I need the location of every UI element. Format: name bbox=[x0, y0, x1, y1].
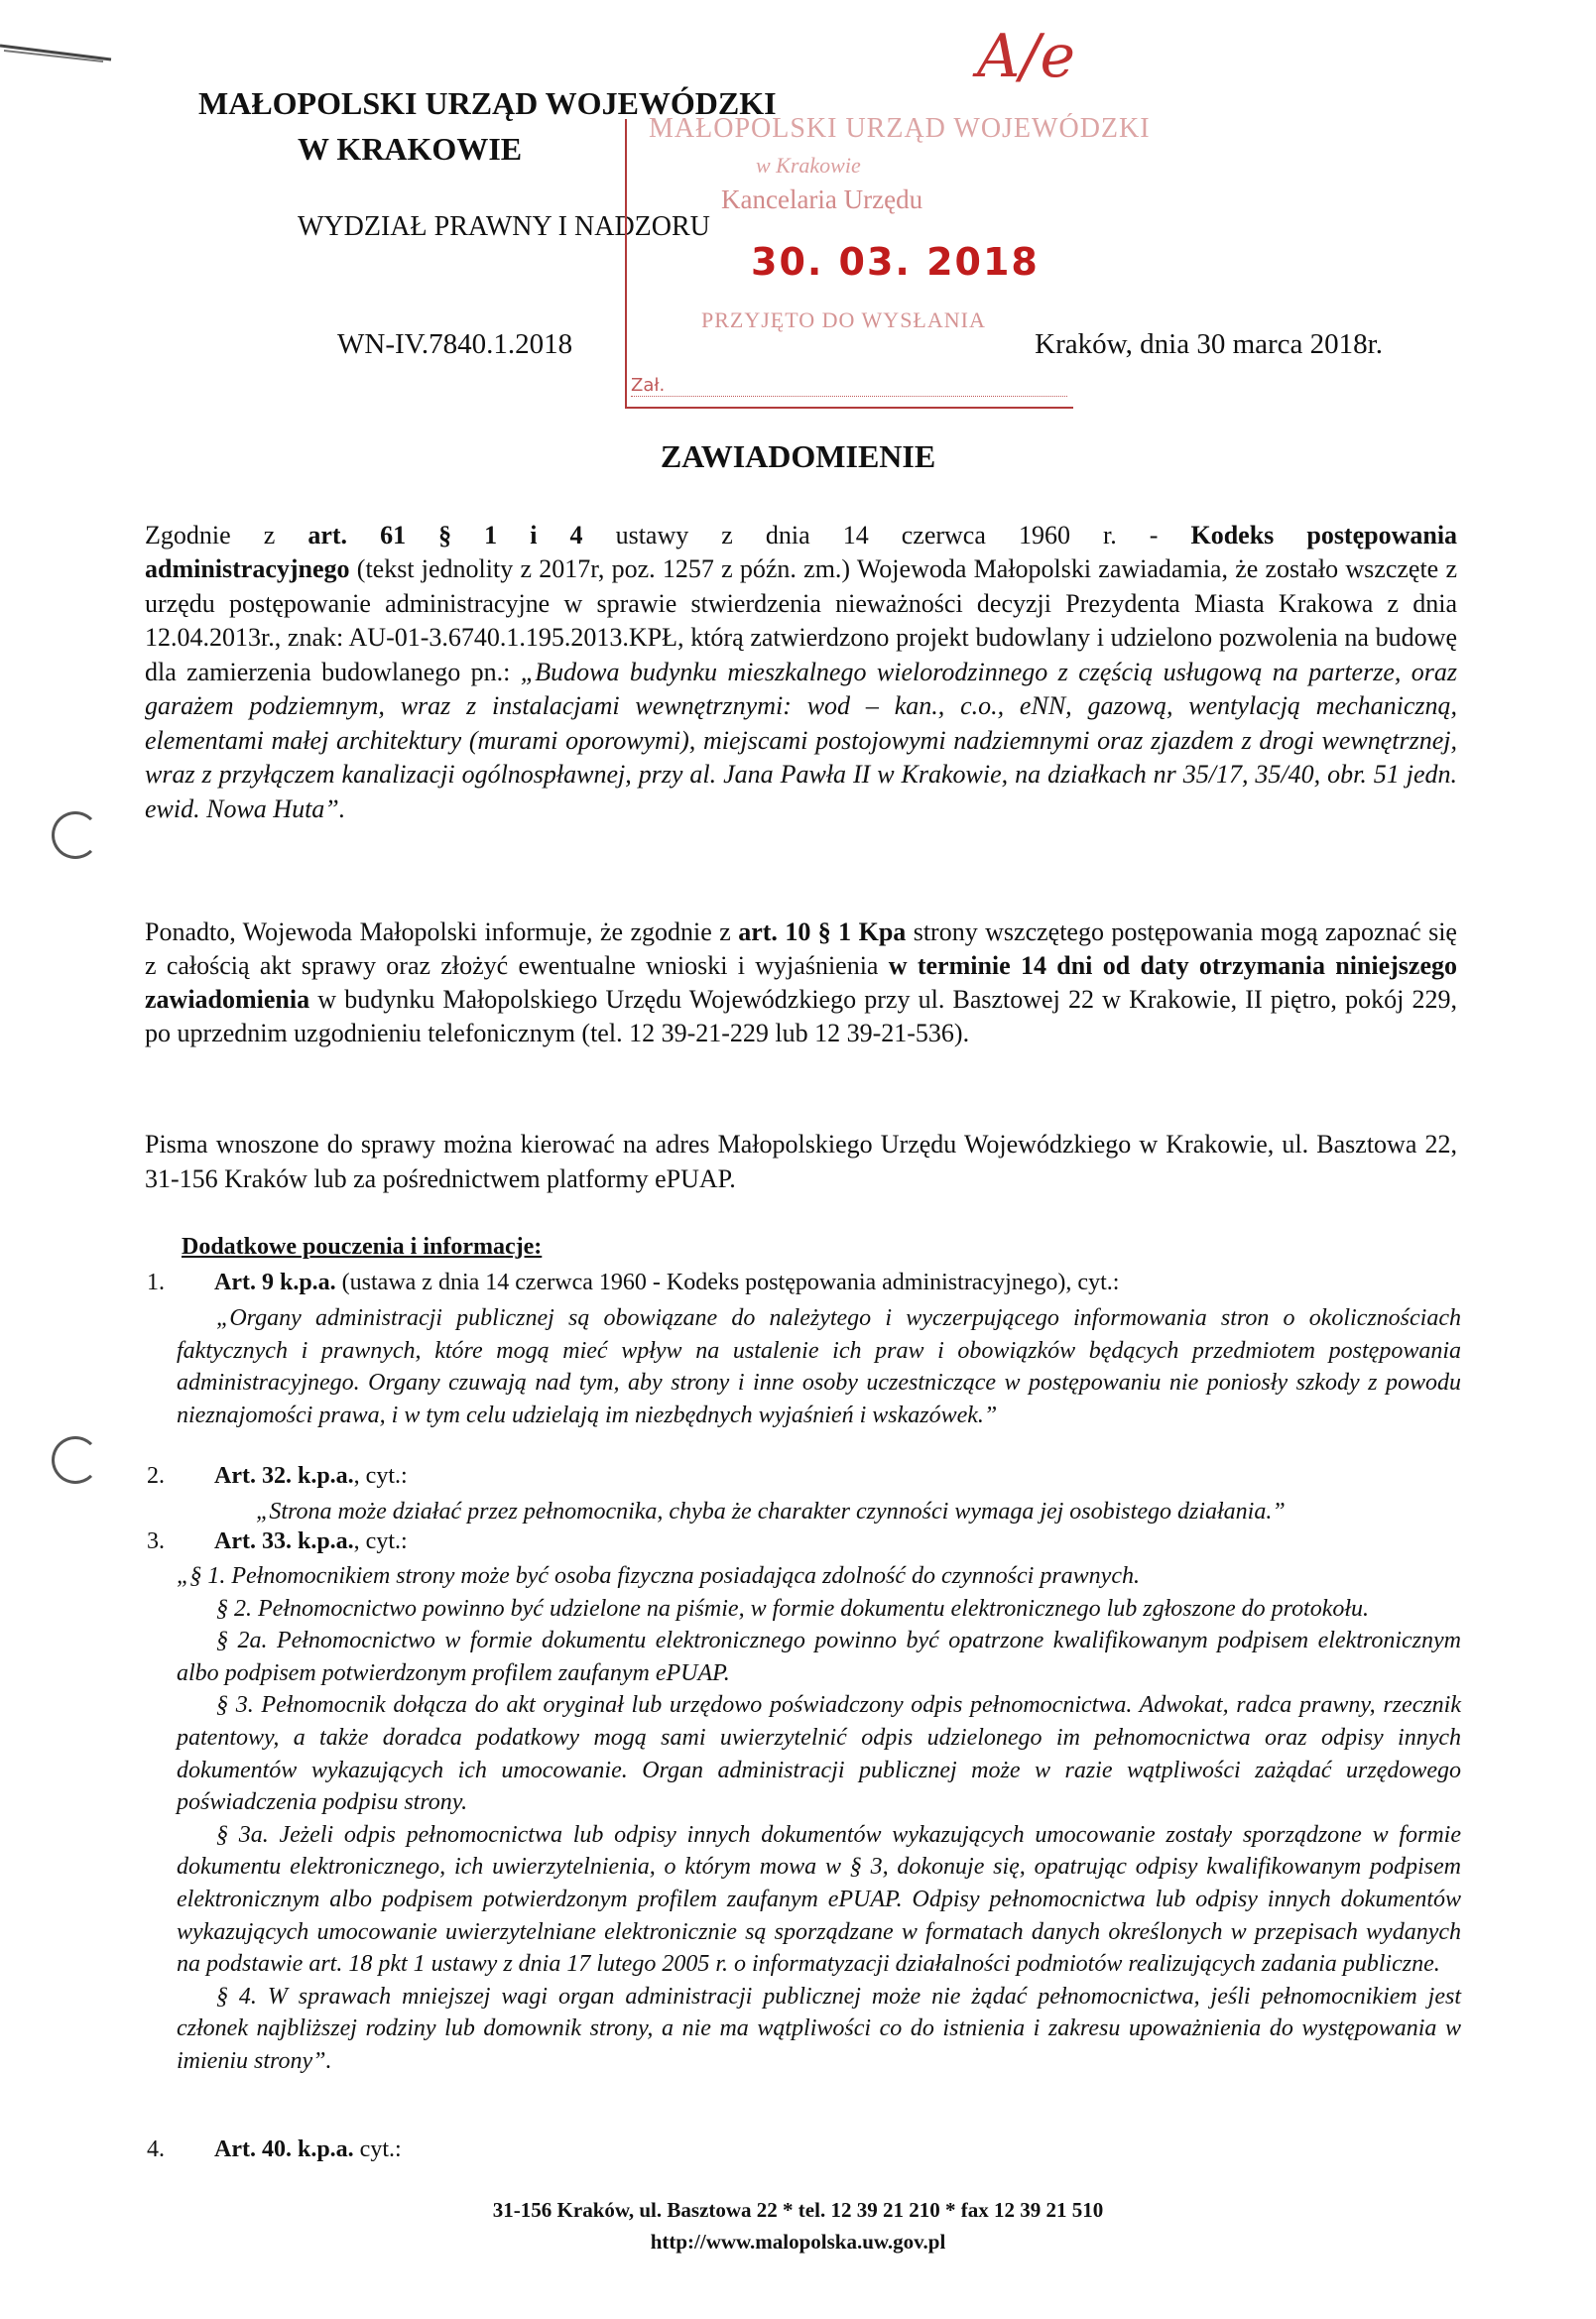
quote-paragraph: „§ 1. Pełnomocnikiem strony może być osoba fizyczna posiadająca zdolność do czynności prawnych. bbox=[177, 1563, 1140, 1589]
paragraph-rights bbox=[145, 915, 1457, 1050]
quote-paragraph: § 3a. Jeżeli odpis pełnomocnictwa lub odpisy innych dokumentów wykazujących umocowanie zostały sporządzone w formie dokumentu elektronicznego, ich uwierzytelnienia, o którym mowa w § 3, dokonuje się, opatrując odpisy kwalifikowanym podpisem elektronicznym albo podpisem potwierdzonym profilem zaufanym ePUAP. Odpisy pełnomocnictwa lub odpisy innych dokumentów wykazujących umocowanie uwierzytelniane elektronicznie są sporządzane w formatach danych określonych w przepisach wydanych na podstawie art. 18 pkt 1 ustawy z dnia 17 lutego 2005 r. o informatyzacji działalności podmiotów realizujących zadania publiczne. bbox=[177, 1821, 1461, 1978]
quote-paragraph: § 2a. Pełnomocnictwo w formie dokumentu elektronicznego powinno być opatrzone kwalifikowanym podpisem elektronicznym albo podpisem potwierdzonym profilem zaufanym ePUAP. bbox=[177, 1628, 1461, 1686]
receipt-stamp bbox=[625, 113, 1151, 409]
list-number: 2. bbox=[147, 1463, 165, 1489]
department-name: WYDZIAŁ PRAWNY I NADZORU bbox=[298, 211, 710, 242]
article-quote: „Strona może działać przez pełnomocnika, chyba że charakter czynności wymaga jej osobistego działania.” bbox=[256, 1499, 1286, 1525]
list-item-article bbox=[214, 1528, 408, 1555]
punch-hole bbox=[52, 1436, 99, 1484]
article-ref: Art. 33. k.p.a. bbox=[214, 1528, 354, 1554]
paragraph-notification bbox=[145, 552, 1457, 826]
office-name: MAŁOPOLSKI URZĄD WOJEWÓDZKI bbox=[198, 85, 777, 121]
instructions-heading: Dodatkowe pouczenia i informacje: bbox=[182, 1234, 543, 1260]
article-quote bbox=[177, 1560, 1461, 2078]
list-item-article bbox=[214, 1270, 1119, 1296]
text-span: Ponadto, Wojewoda Małopolski informuje, że zgodnie z bbox=[145, 917, 739, 946]
article-citation: cyt.: bbox=[353, 2136, 402, 2162]
article-citation: , cyt.: bbox=[353, 1463, 408, 1489]
text-span: ustawy z dnia 14 czerwca 1960 r. - bbox=[615, 521, 1159, 549]
document-title: ZAWIADOMIENIE bbox=[660, 438, 936, 474]
quote-paragraph: § 3. Pełnomocnik dołącza do akt oryginał lub urzędowo poświadczony odpis pełnomocnictwa. Adwokat, radca prawny, rzecznik patentowy, a także doradca podatkowy mogą sami uwierzytelnić odpis udzielonego im pełnomocnictwa oraz odpisy innych dokumentów wykazujących ich umocowanie. Organ administracji publicznej może w razie wątpliwości zażądać urzędowego poświadczenia podpisu strony. bbox=[177, 1692, 1461, 1816]
code-name: administracyjnego bbox=[145, 554, 350, 583]
article-ref: art. 10 § 1 Kpa bbox=[738, 917, 907, 946]
office-city: W KRAKOWIE bbox=[298, 131, 523, 167]
paragraph-correspondence: Pisma wnoszone do sprawy można kierować na adres Małopolskiego Urzędu Wojewódzkiego w Krakowie, ul. Basztowa 22, 31-156 Kraków lub za pośrednictwem platformy ePUAP. bbox=[145, 1130, 1457, 1193]
article-ref: Art. 32. k.p.a. bbox=[214, 1463, 354, 1489]
stamp-chancellery: Kancelaria Urzędu bbox=[721, 184, 923, 214]
text-span: w budynku Małopolskiego Urzędu Wojewódzkiego przy ul. Basztowej 22 w Krakowie, II piętro, pokój 229, po uprzednim uzgodnieniu telefonicznym (tel. 12 39-21-229 lub 12 39-21-536). bbox=[145, 985, 1457, 1047]
text-span: (tekst jednolity z 2017r, poz. 1257 z późn. zm.) Wojewoda Małopolski zawiadamia, że zostało wszczęte z urzędu postępowanie administracyjne w sprawie stwierdzenia nieważności decyzji Prezydenta Miasta Krakowa z dnia 12.04.2013r., znak: AU-01-3.6740.1.195.2013.KPŁ, którą zatwierdzono projekt budowlany i udzielono pozwolenia na budowę dla zamierzenia budowlanego pn.: bbox=[145, 554, 1457, 686]
quote-paragraph: § 2. Pełnomocnictwo powinno być udzielone na piśmie, w formie dokumentu elektronicznego lub zgłoszone do protokołu. bbox=[216, 1595, 1370, 1622]
stamp-office: MAŁOPOLSKI URZĄD WOJEWÓDZKI bbox=[649, 113, 1151, 144]
stamp-city: w Krakowie bbox=[756, 153, 861, 178]
quote-paragraph: § 4. W sprawach mniejszej wagi organ administracji publicznej może nie żądać pełnomocnictwa, jeśli pełnomocnikiem jest członek najbliższej rodziny lub domownik strony, a nie ma wątpliwości co do istnienia i zakresu upoważnienia do występowania w imieniu strony”. bbox=[177, 1983, 1461, 2074]
article-citation: (ustawa z dnia 14 czerwca 1960 - Kodeks postępowania administracyjnego), cyt.: bbox=[335, 1270, 1120, 1295]
footer-address: 31-156 Kraków, ul. Basztowa 22 * tel. 12 39 21 210 * fax 12 39 21 510 bbox=[492, 2198, 1104, 2222]
project-name: „Budowa budynku mieszkalnego wielorodzinnego z częścią usługową na parterze, oraz garażem podziemnym, wraz z instalacjami wewnętrznymi: wod – kan., c.o., eNN, gazową, wentylacją mechaniczną, elementami małej architektury (murami oporowymi), miejscami postojowymi nadziemnymi oraz zjazdem z drogi wewnętrznej, wraz z przyłączem kanalizacji ogólnospławnej, przy al. Jana Pawła II w Krakowie, na działkach nr 35/17, 35/40, obr. 51 jedn. ewid. Nowa Huta”. bbox=[145, 657, 1458, 823]
text-span: strony wszczętego postępowania mogą zapoznać się z całością akt sprawy oraz złożyć ewentualne wnioski i wyjaśnienia bbox=[145, 917, 1457, 980]
list-number: 4. bbox=[147, 2136, 165, 2162]
list-number: 1. bbox=[147, 1270, 165, 1295]
article-ref: Art. 40. k.p.a. bbox=[214, 2136, 354, 2162]
stamp-date: 30. 03. 2018 bbox=[751, 240, 1040, 284]
place-date: Kraków, dnia 30 marca 2018r. bbox=[1035, 328, 1383, 360]
stamp-attachments: Zał. bbox=[631, 375, 1067, 397]
footer-url: http://www.malopolska.uw.gov.pl bbox=[650, 2230, 946, 2254]
article-quote: „Organy administracji publicznej są obowiązane do należytego i wyczerpującego informowania stron o okolicznościach faktycznych i prawnych, które mogą mieć wpływ na ustalenie ich praw i obowiązków będących przedmiotem postępowania administracyjnego. Organy czuwają nad tym, aby strony i inne osoby uczestniczące w postępowaniu nie poniosły szkody z powodu nieznajomości prawa, i w tym celu udzielają im niezbędnych wyjaśnień i wskazówek.” bbox=[177, 1305, 1461, 1428]
article-ref: art. 61 § 1 i 4 bbox=[307, 521, 583, 549]
text-span: Zgodnie z bbox=[145, 521, 276, 549]
article-citation: , cyt.: bbox=[353, 1528, 408, 1554]
code-name: Kodeks postępowania bbox=[1190, 521, 1458, 549]
article-ref: Art. 9 k.p.a. bbox=[214, 1270, 336, 1295]
stamp-received: PRZYJĘTO DO WYSŁANIA bbox=[701, 307, 986, 332]
punch-hole bbox=[52, 811, 99, 859]
paragraph-intro-line bbox=[145, 519, 1457, 553]
deadline: w terminie 14 dni od daty otrzymania niniejszego zawiadomienia bbox=[145, 951, 1457, 1014]
scan-mark bbox=[0, 40, 114, 65]
list-item-article bbox=[214, 1463, 408, 1490]
list-item-article bbox=[214, 2136, 402, 2163]
list-number: 3. bbox=[147, 1528, 165, 1554]
reference-number: WN-IV.7840.1.2018 bbox=[337, 328, 573, 360]
handwritten-mark: A/e bbox=[977, 22, 1076, 91]
